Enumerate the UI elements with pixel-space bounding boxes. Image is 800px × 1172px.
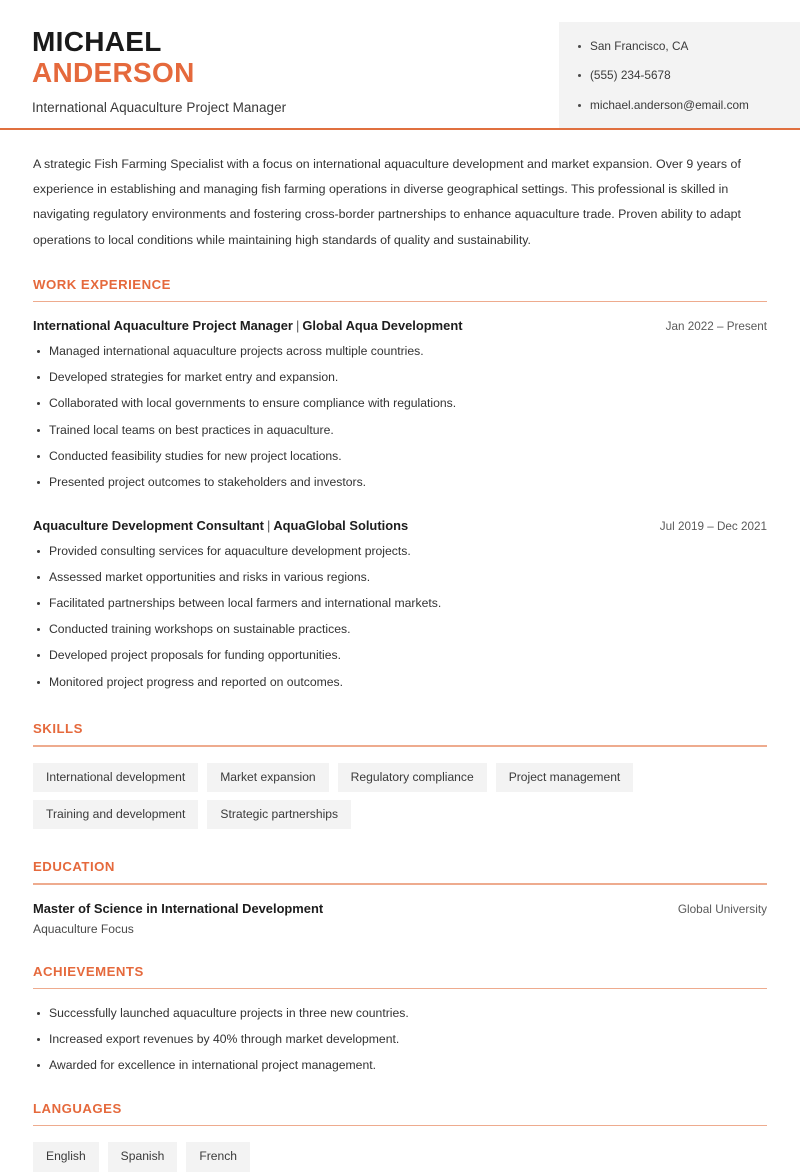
section-divider xyxy=(33,301,767,302)
job-dates: Jan 2022 – Present xyxy=(665,320,767,334)
skill-tag: Project management xyxy=(496,763,634,792)
job-bullet: Monitored project progress and reported on outcomes. xyxy=(33,674,767,692)
skill-tag: International development xyxy=(33,763,198,792)
section-title-skills: SKILLS xyxy=(33,721,83,737)
languages-tag-row xyxy=(33,1142,767,1171)
section-title-education: EDUCATION xyxy=(33,859,115,875)
job-role: Aquaculture Development Consultant xyxy=(33,517,264,533)
headline-job-title: International Aquaculture Project Manager xyxy=(32,99,287,115)
section-divider xyxy=(33,883,767,884)
job-role: International Aquaculture Project Manager xyxy=(33,318,293,334)
education-header xyxy=(33,901,767,916)
job-bullet: Provided consulting services for aquaculture development projects. xyxy=(33,543,767,561)
education-school: Global University xyxy=(677,901,767,916)
job-bullet: Conducted training workshops on sustainable practices. xyxy=(33,621,767,639)
header-divider xyxy=(0,128,800,130)
job-separator: | xyxy=(266,517,271,533)
section-divider xyxy=(33,1125,767,1126)
section-languages xyxy=(33,1101,767,1172)
job-bullet: Trained local teams on best practices in aquaculture. xyxy=(33,422,767,440)
job-entry xyxy=(33,318,767,492)
job-role-company xyxy=(33,318,463,333)
job-bullets xyxy=(33,543,767,692)
job-header xyxy=(33,518,767,533)
skill-tag: Market expansion xyxy=(207,763,328,792)
language-tag: French xyxy=(186,1142,250,1171)
education-focus: Aquaculture Focus xyxy=(33,921,134,936)
skill-tag: Training and development xyxy=(33,800,198,829)
first-name: MICHAEL xyxy=(32,26,162,57)
section-skills xyxy=(33,721,767,829)
contact-location: San Francisco, CA xyxy=(577,39,786,54)
skills-tag-row xyxy=(33,763,767,830)
section-title-languages: LANGUAGES xyxy=(33,1101,122,1117)
resume-body xyxy=(0,152,800,1172)
job-bullet: Developed strategies for market entry and expansion. xyxy=(33,369,767,387)
job-dates: Jul 2019 – Dec 2021 xyxy=(659,519,767,533)
job-bullet: Collaborated with local governments to ensure compliance with regulations. xyxy=(33,395,767,413)
education-degree: Master of Science in International Development xyxy=(33,900,324,916)
job-bullet: Developed project proposals for funding opportunities. xyxy=(33,647,767,665)
job-role-company xyxy=(33,518,408,533)
job-company: Global Aqua Development xyxy=(302,318,463,334)
section-title-work-experience: WORK EXPERIENCE xyxy=(33,276,171,292)
job-bullet: Presented project outcomes to stakeholders and investors. xyxy=(33,474,767,492)
education-entry xyxy=(33,901,767,936)
job-header xyxy=(33,318,767,333)
resume-header xyxy=(0,0,800,130)
contact-list xyxy=(577,39,786,113)
contact-email: michael.anderson@email.com xyxy=(577,98,786,113)
section-work-experience xyxy=(33,277,767,692)
achievement-bullet: Successfully launched aquaculture projects in three new countries. xyxy=(33,1005,767,1023)
achievement-bullet: Awarded for excellence in international project management. xyxy=(33,1057,767,1075)
identity-block xyxy=(0,22,286,115)
section-education xyxy=(33,859,767,935)
language-tag: English xyxy=(33,1142,99,1171)
professional-summary: A strategic Fish Farming Specialist with a focus on international aquaculture development and market expansion. Over 9 years of experience in establishing and managing fish farming operations in diverse geographical settings. This professional is skilled in navigating regulatory environments and fostering cross-border partnerships to enhance aquaculture trade. Proven ability to adapt operations to local conditions while maintaining high standards of quality and sustainability. xyxy=(33,157,741,247)
last-name: ANDERSON xyxy=(32,57,195,89)
header-inner xyxy=(0,22,800,129)
section-achievements xyxy=(33,964,767,1075)
job-separator: | xyxy=(295,318,300,334)
section-divider xyxy=(33,745,767,746)
job-company: AquaGlobal Solutions xyxy=(273,517,409,533)
job-bullet: Conducted feasibility studies for new project locations. xyxy=(33,448,767,466)
job-bullets xyxy=(33,343,767,492)
skill-tag: Strategic partnerships xyxy=(207,800,351,829)
language-tag: Spanish xyxy=(108,1142,178,1171)
skill-tag: Regulatory compliance xyxy=(338,763,487,792)
achievement-bullet: Increased export revenues by 40% through market development. xyxy=(33,1031,767,1049)
job-bullet: Facilitated partnerships between local farmers and international markets. xyxy=(33,595,767,613)
section-divider xyxy=(33,988,767,989)
contact-phone: (555) 234-5678 xyxy=(577,68,786,83)
section-title-achievements: ACHIEVEMENTS xyxy=(33,963,144,979)
job-bullet: Managed international aquaculture projects across multiple countries. xyxy=(33,343,767,361)
job-entry xyxy=(33,518,767,692)
contact-box xyxy=(559,22,800,129)
job-bullet: Assessed market opportunities and risks in various regions. xyxy=(33,569,767,587)
achievements-list xyxy=(33,1005,767,1075)
